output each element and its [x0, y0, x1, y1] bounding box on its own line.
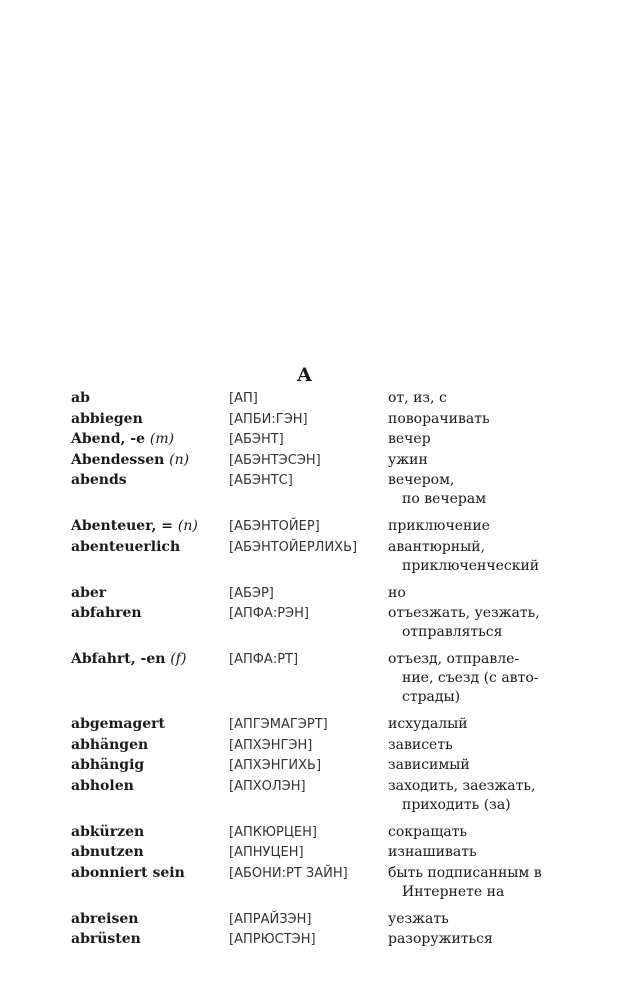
dictionary-entry [71, 389, 611, 408]
translation-line: страды) [402, 689, 461, 705]
translation-line: отправляться [402, 624, 503, 640]
entry-headword [71, 584, 229, 603]
entry-translation [388, 471, 611, 509]
entry-headword [71, 604, 229, 642]
entry-pronunciation: [АБЭНТЭСЭН] [229, 452, 321, 468]
entry-pronunciation: [АБЭНТОЙЕР] [229, 519, 320, 534]
entry-pronunciation: [АПХЭНГИХЬ] [229, 758, 322, 773]
entry-pronunciation: [АПХОЛЭН] [229, 778, 306, 794]
entry-headword [71, 864, 229, 902]
entry-pronunciation: [АПКЮРЦЕН] [229, 824, 317, 840]
entry-translation [388, 777, 611, 815]
entry-headword [71, 910, 229, 929]
entry-list [71, 389, 611, 951]
entry-pronunciation: [АПХЭНГЭН] [229, 737, 313, 753]
entry-translation [388, 910, 611, 929]
translation-line: зависеть [388, 736, 453, 753]
headword-text: Abenteuer, = [71, 518, 174, 534]
translation-line: сокращать [388, 823, 468, 840]
headword-text: abholen [71, 777, 134, 794]
dictionary-entry [71, 517, 611, 536]
entry-headword [71, 538, 229, 576]
headword-text: abends [71, 472, 127, 488]
entry-translation [388, 389, 611, 408]
entry-headword [71, 451, 229, 470]
entry-headword [71, 471, 229, 509]
entry-pronunciation: [АБЭНТОЙЕРЛИХЬ] [229, 539, 358, 555]
entry-headword [71, 650, 229, 707]
dictionary-entry [71, 864, 611, 902]
headword-text: Abendessen [71, 451, 165, 468]
entry-translation [388, 451, 611, 470]
entry-translation [388, 823, 611, 842]
dictionary-entry [71, 930, 611, 949]
headword-text: abhängen [71, 736, 149, 753]
entry-headword [71, 823, 229, 842]
dictionary-entry [71, 756, 611, 775]
headword-text: abhängig [71, 757, 145, 773]
entry-headword [71, 736, 229, 755]
entry-headword [71, 843, 229, 862]
dictionary-entry [71, 471, 611, 509]
entry-pronunciation: [АБЭР] [229, 585, 274, 601]
translation-line: быть подписанным в [388, 864, 542, 881]
translation-line: зависимый [388, 757, 470, 773]
dictionary-entry [71, 430, 611, 449]
entry-pronunciation: [АБЭНТС] [229, 473, 293, 488]
translation-line: разоружиться [388, 931, 493, 947]
entry-headword [71, 389, 229, 408]
translation-line: приходить (за) [402, 796, 511, 813]
dictionary-entry [71, 910, 611, 929]
dictionary-entry [71, 736, 611, 755]
entry-translation [388, 604, 611, 642]
entry-translation [388, 736, 611, 755]
entry-headword [71, 930, 229, 949]
entry-translation [388, 843, 611, 862]
entry-pronunciation: [АБЭНТ] [229, 432, 284, 447]
entry-translation [388, 430, 611, 449]
translation-line: изнашивать [388, 844, 477, 860]
grammar-gender: (f) [170, 651, 187, 667]
headword-text: abkürzen [71, 823, 145, 840]
headword-text: abreisen [71, 910, 139, 927]
entry-pronunciation: [АБОНИ:РТ ЗАЙН] [229, 865, 348, 881]
headword-text: abenteuerlich [71, 538, 181, 555]
translation-line: Интернете на [402, 883, 505, 900]
translation-line: но [388, 584, 406, 601]
grammar-gender: (m) [149, 431, 175, 447]
translation-line: авантюрный, [388, 538, 486, 555]
entry-translation [388, 410, 611, 429]
headword-text: abfahren [71, 605, 142, 621]
dictionary-entry [71, 650, 611, 707]
translation-line: вечером, [388, 472, 455, 488]
dictionary-entry [71, 538, 611, 576]
entry-headword [71, 777, 229, 815]
entry-pronunciation: [АПФА:РТ] [229, 652, 299, 667]
translation-line: заходить, заезжать, [388, 777, 536, 794]
entry-pronunciation: [АПБИ:ГЭН] [229, 411, 308, 427]
translation-line: от, из, с [388, 390, 447, 406]
dictionary-entry [71, 410, 611, 429]
entry-headword [71, 410, 229, 429]
dictionary-entry [71, 451, 611, 470]
translation-line: отъезжать, уезжать, [388, 605, 540, 621]
headword-text: aber [71, 584, 107, 601]
headword-text: abbiegen [71, 410, 143, 427]
section-letter-heading: A [297, 364, 312, 386]
grammar-gender: (n) [169, 451, 190, 468]
entry-translation [388, 538, 611, 576]
entry-translation [388, 864, 611, 902]
translation-line: поворачивать [388, 410, 490, 427]
entry-pronunciation: [АП] [229, 391, 258, 406]
entry-headword [71, 517, 229, 536]
dictionary-entry [71, 823, 611, 842]
dictionary-entry [71, 584, 611, 603]
headword-text: ab [71, 390, 90, 406]
entry-translation [388, 517, 611, 536]
grammar-gender: (n) [177, 518, 198, 534]
entry-headword [71, 756, 229, 775]
translation-line: по вечерам [402, 491, 487, 507]
entry-translation [388, 930, 611, 949]
translation-line: ужин [388, 451, 428, 468]
headword-text: abrüsten [71, 931, 141, 947]
headword-text: Abfahrt, -en [71, 651, 166, 667]
translation-line: уезжать [388, 910, 449, 927]
translation-line: исхудалый [388, 716, 468, 732]
entry-pronunciation: [АПГЭМАГЭРТ] [229, 717, 328, 732]
entry-translation [388, 650, 611, 707]
entry-translation [388, 715, 611, 734]
translation-line: приключенческий [402, 557, 540, 574]
dictionary-entry [71, 843, 611, 862]
translation-line: ние, съезд (с авто- [402, 670, 539, 686]
dictionary-entry [71, 777, 611, 815]
entry-pronunciation: [АПФА:РЭН] [229, 606, 309, 621]
headword-text: abgemagert [71, 716, 165, 732]
entry-pronunciation: [АПРЮСТЭН] [229, 932, 316, 947]
entry-pronunciation: [АПРАЙЗЭН] [229, 911, 312, 927]
headword-text: abnutzen [71, 844, 144, 860]
entry-translation [388, 756, 611, 775]
headword-text: abonniert sein [71, 864, 185, 881]
translation-line: вечер [388, 431, 431, 447]
headword-text: Abend, -e [71, 431, 145, 447]
translation-line: отъезд, отправле- [388, 651, 520, 667]
translation-line: приключение [388, 518, 490, 534]
entry-pronunciation: [АПНУЦЕН] [229, 845, 304, 860]
dictionary-entry [71, 715, 611, 734]
entry-headword [71, 430, 229, 449]
entry-headword [71, 715, 229, 734]
entry-translation [388, 584, 611, 603]
dictionary-entry [71, 604, 611, 642]
